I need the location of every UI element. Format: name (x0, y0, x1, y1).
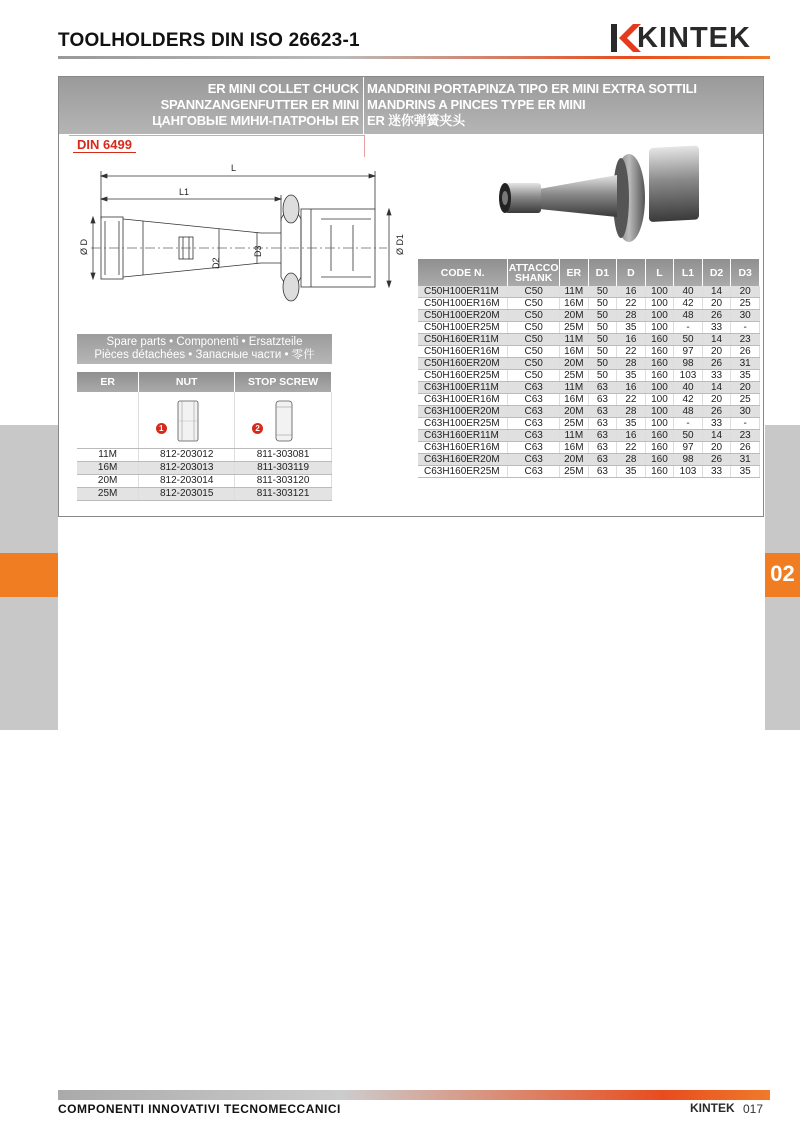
title-right (367, 81, 757, 129)
col-l: L (645, 259, 674, 286)
code-cell: C63H160ER16M (418, 442, 508, 454)
spare-parts-table (77, 372, 332, 501)
din-label: DIN 6499 (73, 137, 136, 153)
value-cell: 22 (617, 442, 646, 454)
value-cell: 48 (674, 406, 703, 418)
chapter-tab-left (0, 553, 58, 597)
value-cell: 35 (617, 370, 646, 382)
col-d2: D2 (702, 259, 731, 286)
value-cell: 35 (731, 466, 760, 478)
code-cell: C63H100ER20M (418, 406, 508, 418)
value-cell: 33 (702, 466, 731, 478)
value-cell: 63 (588, 382, 617, 394)
code-row (418, 454, 760, 466)
stop-screw-image-cell (235, 392, 332, 448)
value-cell: 160 (645, 346, 674, 358)
code-cell: C50H160ER20M (418, 358, 508, 370)
value-cell: 26 (702, 310, 731, 322)
dim-label-l: L (231, 163, 237, 173)
value-cell: C50 (508, 286, 560, 298)
value-cell: - (674, 322, 703, 334)
col-d1: D1 (588, 259, 617, 286)
code-table (418, 259, 760, 478)
value-cell: 50 (588, 370, 617, 382)
value-cell: 20 (702, 442, 731, 454)
value-cell: 98 (674, 454, 703, 466)
code-cell: C50H160ER11M (418, 334, 508, 346)
marker-2: 2 (252, 423, 263, 434)
value-cell: 50 (588, 310, 617, 322)
value-cell: 28 (617, 310, 646, 322)
value-cell: 33 (702, 370, 731, 382)
value-cell: 11M (560, 430, 589, 442)
value-cell: 33 (702, 322, 731, 334)
value-cell: 40 (674, 286, 703, 298)
col-shank-it: ATTACCO (508, 261, 559, 274)
dim-label-d1: Ø D1 (395, 233, 405, 255)
col-l1: L1 (674, 259, 703, 286)
chapter-number: 02 (770, 561, 795, 586)
value-cell: 16 (617, 334, 646, 346)
value-cell: 20M (560, 454, 589, 466)
value-cell: 50 (674, 430, 703, 442)
value-cell: 16 (617, 286, 646, 298)
value-cell: C63 (508, 382, 560, 394)
code-cell: C63H100ER25M (418, 418, 508, 430)
value-cell: 63 (588, 442, 617, 454)
nut-image-cell (139, 392, 235, 448)
value-cell: 160 (645, 334, 674, 346)
value-cell: 100 (645, 310, 674, 322)
spare-heading-2: Pièces détachées • Запасные части • 零件 (94, 349, 315, 361)
value-cell: 20 (731, 382, 760, 394)
title-divider (363, 77, 364, 134)
er-blank-cell (77, 392, 139, 448)
value-cell: 100 (645, 418, 674, 430)
value-cell: C50 (508, 358, 560, 370)
col-d: D (617, 259, 646, 286)
value-cell: 31 (731, 358, 760, 370)
value-cell: 20 (702, 394, 731, 406)
code-cell: C50H160ER25M (418, 370, 508, 382)
code-row (418, 286, 760, 298)
code-cell: C63H160ER25M (418, 466, 508, 478)
kintek-logo (611, 22, 771, 54)
value-cell: 23 (731, 430, 760, 442)
value-cell: C63 (508, 418, 560, 430)
value-cell: 50 (588, 298, 617, 310)
value-cell: 25M (560, 418, 589, 430)
value-cell: C63 (508, 442, 560, 454)
code-row (418, 334, 760, 346)
dim-label-d3: D3 (253, 245, 263, 257)
value-cell: 63 (588, 406, 617, 418)
value-cell: 22 (617, 394, 646, 406)
col-er: ER (77, 372, 139, 392)
value-cell: 22 (617, 346, 646, 358)
spare-row: 11M 812-203012 811-303081 (77, 448, 332, 461)
col-nut: NUT (139, 372, 235, 392)
title-zh: ER 迷你弹簧夹头 (367, 113, 465, 128)
value-cell: 26 (731, 346, 760, 358)
dim-label-d: Ø D (79, 238, 89, 255)
value-cell: 160 (645, 442, 674, 454)
value-cell: 20 (702, 298, 731, 310)
col-stop-screw: STOP SCREW (235, 372, 332, 392)
product-panel (58, 76, 764, 517)
value-cell: - (674, 418, 703, 430)
footer-divider (58, 1090, 770, 1100)
code-row (418, 346, 760, 358)
value-cell: 35 (617, 466, 646, 478)
value-cell: 50 (588, 286, 617, 298)
value-cell: 50 (588, 334, 617, 346)
value-cell: 30 (731, 406, 760, 418)
value-cell: 103 (674, 370, 703, 382)
col-er: ER (560, 259, 589, 286)
value-cell: 97 (674, 442, 703, 454)
dim-label-l1: L1 (179, 187, 190, 197)
value-cell: 20M (560, 310, 589, 322)
value-cell: 100 (645, 286, 674, 298)
value-cell: 33 (702, 418, 731, 430)
value-cell: 42 (674, 394, 703, 406)
value-cell: 11M (560, 382, 589, 394)
product-photo (479, 143, 709, 253)
code-row (418, 370, 760, 382)
value-cell: 20 (702, 346, 731, 358)
value-cell: 16M (560, 394, 589, 406)
code-row (418, 298, 760, 310)
value-cell: 26 (731, 442, 760, 454)
header-divider (58, 56, 770, 59)
value-cell: 16 (617, 430, 646, 442)
value-cell: 16M (560, 442, 589, 454)
value-cell: - (731, 322, 760, 334)
code-row (418, 442, 760, 454)
value-cell: 30 (731, 310, 760, 322)
value-cell: 25 (731, 298, 760, 310)
value-cell: 97 (674, 346, 703, 358)
value-cell: 100 (645, 382, 674, 394)
code-cell: C63H160ER11M (418, 430, 508, 442)
value-cell: 28 (617, 406, 646, 418)
value-cell: 100 (645, 406, 674, 418)
value-cell: 26 (702, 358, 731, 370)
value-cell: 11M (560, 334, 589, 346)
value-cell: C50 (508, 298, 560, 310)
value-cell: C50 (508, 370, 560, 382)
code-row (418, 382, 760, 394)
stop-screw-icon (248, 393, 318, 445)
value-cell: C50 (508, 346, 560, 358)
value-cell: 26 (702, 454, 731, 466)
value-cell: 63 (588, 430, 617, 442)
technical-drawing (71, 159, 405, 319)
spare-parts-heading (77, 334, 332, 364)
col-shank (508, 259, 560, 286)
title-de: SPANNZANGENFUTTER ER MINI (160, 97, 359, 112)
code-cell: C50H160ER16M (418, 346, 508, 358)
marker-1: 1 (156, 423, 167, 434)
code-row (418, 430, 760, 442)
value-cell: 20M (560, 358, 589, 370)
value-cell: 63 (588, 454, 617, 466)
value-cell: C50 (508, 334, 560, 346)
value-cell: 42 (674, 298, 703, 310)
value-cell: 63 (588, 466, 617, 478)
value-cell: 35 (731, 370, 760, 382)
code-row (418, 418, 760, 430)
value-cell: 25M (560, 466, 589, 478)
panel-title-band (59, 77, 763, 134)
code-row (418, 358, 760, 370)
value-cell: 50 (674, 334, 703, 346)
value-cell: 14 (702, 286, 731, 298)
value-cell: C63 (508, 430, 560, 442)
value-cell: C63 (508, 454, 560, 466)
dim-label-d2: D2 (211, 257, 221, 269)
code-row (418, 466, 760, 478)
value-cell: 14 (702, 382, 731, 394)
value-cell: 31 (731, 454, 760, 466)
value-cell: 28 (617, 454, 646, 466)
nut-icon (152, 393, 222, 445)
logo-text: KINTEK (637, 22, 751, 54)
value-cell: C63 (508, 466, 560, 478)
value-cell: 16M (560, 298, 589, 310)
col-code: CODE N. (418, 259, 508, 286)
code-row (418, 310, 760, 322)
code-cell: C50H100ER20M (418, 310, 508, 322)
value-cell: 40 (674, 382, 703, 394)
code-cell: C50H100ER16M (418, 298, 508, 310)
value-cell: 16M (560, 346, 589, 358)
code-cell: C63H160ER20M (418, 454, 508, 466)
value-cell: 16 (617, 382, 646, 394)
spare-heading-1: Spare parts • Componenti • Ersatzteile (106, 336, 303, 348)
value-cell: 20 (731, 286, 760, 298)
title-ru: ЦАНГОВЫЕ МИНИ-ПАТРОНЫ ER (152, 113, 359, 128)
spare-row: 25M 812-203015 811-303121 (77, 487, 332, 500)
value-cell: 20M (560, 406, 589, 418)
code-row (418, 322, 760, 334)
code-row (418, 394, 760, 406)
col-d3: D3 (731, 259, 760, 286)
value-cell: 22 (617, 298, 646, 310)
value-cell: 160 (645, 454, 674, 466)
value-cell: 25M (560, 322, 589, 334)
value-cell: 63 (588, 394, 617, 406)
value-cell: 26 (702, 406, 731, 418)
value-cell: 14 (702, 430, 731, 442)
value-cell: 160 (645, 358, 674, 370)
spare-row: 16M 812-203013 811-303119 (77, 461, 332, 474)
value-cell: 11M (560, 286, 589, 298)
value-cell: 35 (617, 418, 646, 430)
value-cell: C63 (508, 406, 560, 418)
code-cell: C63H100ER16M (418, 394, 508, 406)
title-fr: MANDRINS A PINCES TYPE ER MINI (367, 97, 586, 112)
value-cell: 50 (588, 358, 617, 370)
code-cell: C50H100ER25M (418, 322, 508, 334)
value-cell: 50 (588, 346, 617, 358)
value-cell: C63 (508, 394, 560, 406)
footer-text: COMPONENTI INNOVATIVI TECNOMECCANICI (58, 1102, 341, 1116)
page-title: TOOLHOLDERS DIN ISO 26623-1 (58, 30, 360, 51)
value-cell: 25M (560, 370, 589, 382)
value-cell: 35 (617, 322, 646, 334)
code-cell: C63H100ER11M (418, 382, 508, 394)
value-cell: 98 (674, 358, 703, 370)
col-shank-en: SHANK (514, 271, 553, 284)
code-cell: C50H100ER11M (418, 286, 508, 298)
value-cell: 100 (645, 322, 674, 334)
value-cell: 160 (645, 370, 674, 382)
value-cell: 100 (645, 298, 674, 310)
value-cell: - (731, 418, 760, 430)
spare-row: 20M 812-203014 811-303120 (77, 474, 332, 487)
value-cell: 100 (645, 394, 674, 406)
code-row (418, 406, 760, 418)
title-en: ER MINI COLLET CHUCK (207, 81, 359, 96)
value-cell: 63 (588, 418, 617, 430)
title-it: MANDRINI PORTAPINZA TIPO ER MINI EXTRA SOTTILI (367, 81, 697, 96)
value-cell: C50 (508, 322, 560, 334)
value-cell: C50 (508, 310, 560, 322)
value-cell: 160 (645, 466, 674, 478)
value-cell: 50 (588, 322, 617, 334)
value-cell: 48 (674, 310, 703, 322)
value-cell: 25 (731, 394, 760, 406)
value-cell: 103 (674, 466, 703, 478)
value-cell: 14 (702, 334, 731, 346)
page-number: 017 (743, 1102, 764, 1116)
value-cell: 28 (617, 358, 646, 370)
title-left (59, 81, 359, 129)
footer-logo: KINTEK (690, 1101, 735, 1115)
value-cell: 160 (645, 430, 674, 442)
value-cell: 23 (731, 334, 760, 346)
